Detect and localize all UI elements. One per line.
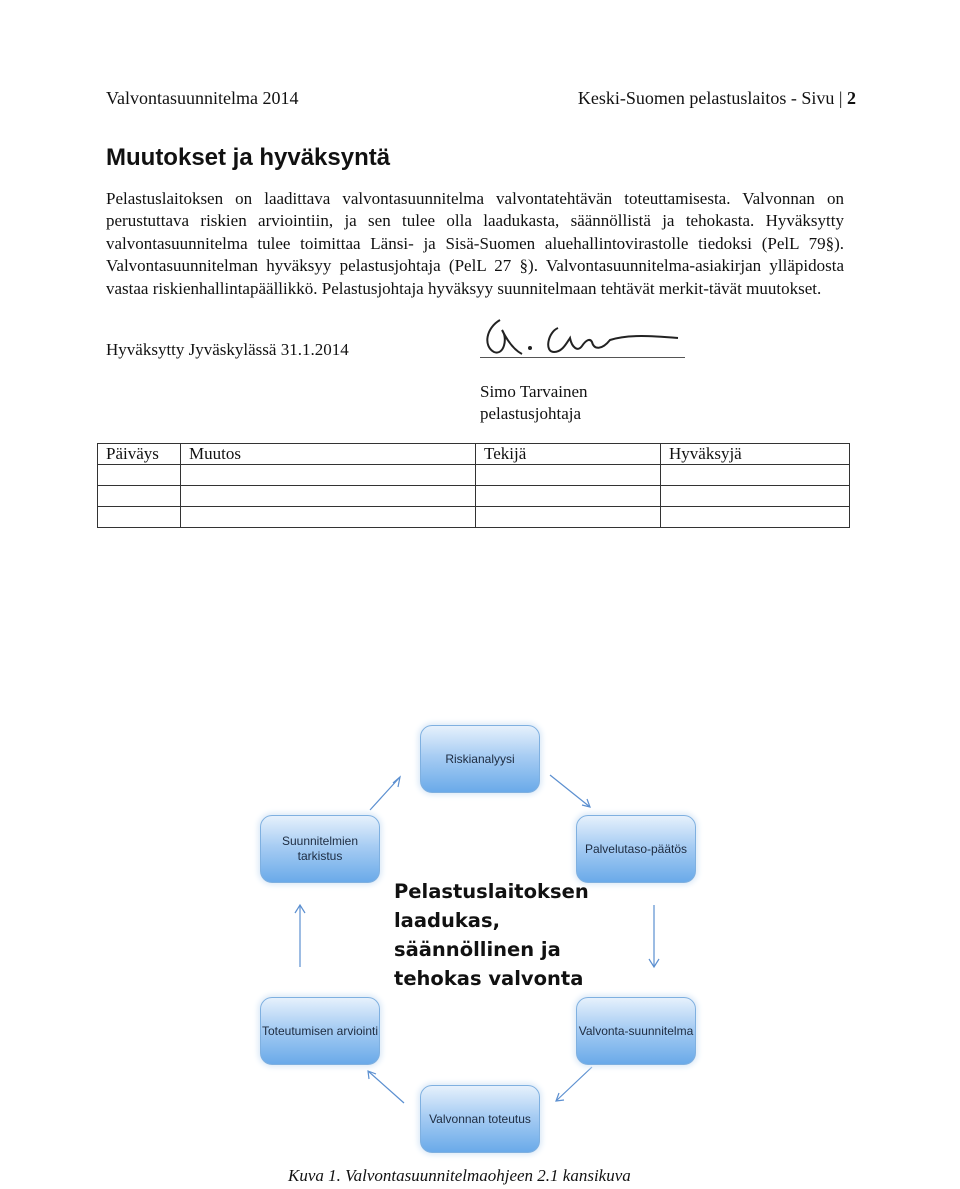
- step-riskianalyysi: Riskianalyysi: [420, 725, 540, 793]
- control-cycle-diagram: [250, 715, 710, 1165]
- body-paragraph: Pelastuslaitoksen on laadittava valvontasuunnitelma valvontatehtävän toteuttamisesta. Valvonnan on perustuttava riskien arviointiin, ja sen tulee olla laadukasta, säännöllistä ja tehokasta. Hyväksytty valvontasuunnitelma tulee toimittaa Länsi- ja Sisä-Suomen aluehallintovirastolle tiedoksi (PelL 79§). Valvontasuunnitelman hyväksyy pelastusjohtaja (PelL 27 §). Valvontasuunnitelma-asiakirjan ylläpidosta vastaa riskienhallintapäällikkö. Pelastusjohtaja hyväksyy suunnitelmaan tehtävät merkit-tävät muutokset.: [106, 189, 844, 298]
- signer-name: Simo Tarvainen: [480, 382, 588, 401]
- table-row: [98, 486, 850, 507]
- table-cell: [181, 465, 476, 486]
- header-organization: Keski-Suomen pelastuslaitos - Sivu |: [577, 88, 847, 108]
- table-cell: [476, 507, 661, 528]
- figure-caption: Kuva 1. Valvontasuunnitelmaohjeen 2.1 kansikuva: [288, 1166, 631, 1185]
- header-cell-author: Tekijä: [476, 444, 661, 465]
- step-palvelutasopaatos: Palvelutaso-päätös: [576, 815, 696, 883]
- arrow-tarkistus-to-riskianalyysi: [370, 777, 400, 810]
- step-valvonnan-toteutus: Valvonnan toteutus: [420, 1085, 540, 1153]
- arrow-toteutus-to-arviointi: [368, 1071, 404, 1103]
- table-row: [98, 507, 850, 528]
- table-cell: [98, 486, 181, 507]
- header-cell-change: Muutos: [181, 444, 476, 465]
- handwritten-signature: [478, 308, 693, 363]
- table-cell: [98, 465, 181, 486]
- table-cell: [98, 507, 181, 528]
- header-organization-page: [578, 88, 856, 109]
- changes-table: [97, 443, 850, 528]
- section-title: Muutokset ja hyväksyntä: [106, 144, 391, 171]
- table-cell: [476, 486, 661, 507]
- header-document-title: Valvontasuunnitelma 2014: [106, 88, 299, 108]
- signer-title: pelastusjohtaja: [480, 404, 582, 423]
- header-cell-date: Päiväys: [98, 444, 181, 465]
- arrow-riskianalyysi-to-palvelutaso: [550, 775, 590, 807]
- arrow-suunnitelma-to-toteutus: [556, 1067, 592, 1101]
- arrowhead: [393, 777, 400, 787]
- table-cell: [661, 507, 850, 528]
- step-valvontasuunnitelma: Valvonta-suunnitelma: [576, 997, 696, 1065]
- step-toteutumisen-arviointi: Toteutumisen arviointi: [260, 997, 380, 1065]
- step-suunnitelmien-tarkistus: Suunnitelmien tarkistus: [260, 815, 380, 883]
- table-cell: [476, 465, 661, 486]
- table-row: [98, 465, 850, 486]
- table-cell: [181, 486, 476, 507]
- table-header-row: [98, 444, 850, 465]
- table-cell: [661, 486, 850, 507]
- signer-block: [480, 381, 588, 425]
- table-cell: [661, 465, 850, 486]
- header-cell-approver: Hyväksyjä: [661, 444, 850, 465]
- page-number: 2: [847, 88, 856, 108]
- approval-place-date: Hyväksytty Jyväskylässä 31.1.2014: [106, 340, 349, 359]
- table-cell: [181, 507, 476, 528]
- signature-line: [480, 357, 685, 358]
- diagram-center-text: Pelastuslaitoksen laadukas, säännöllinen ja tehokas valvonta: [394, 880, 589, 990]
